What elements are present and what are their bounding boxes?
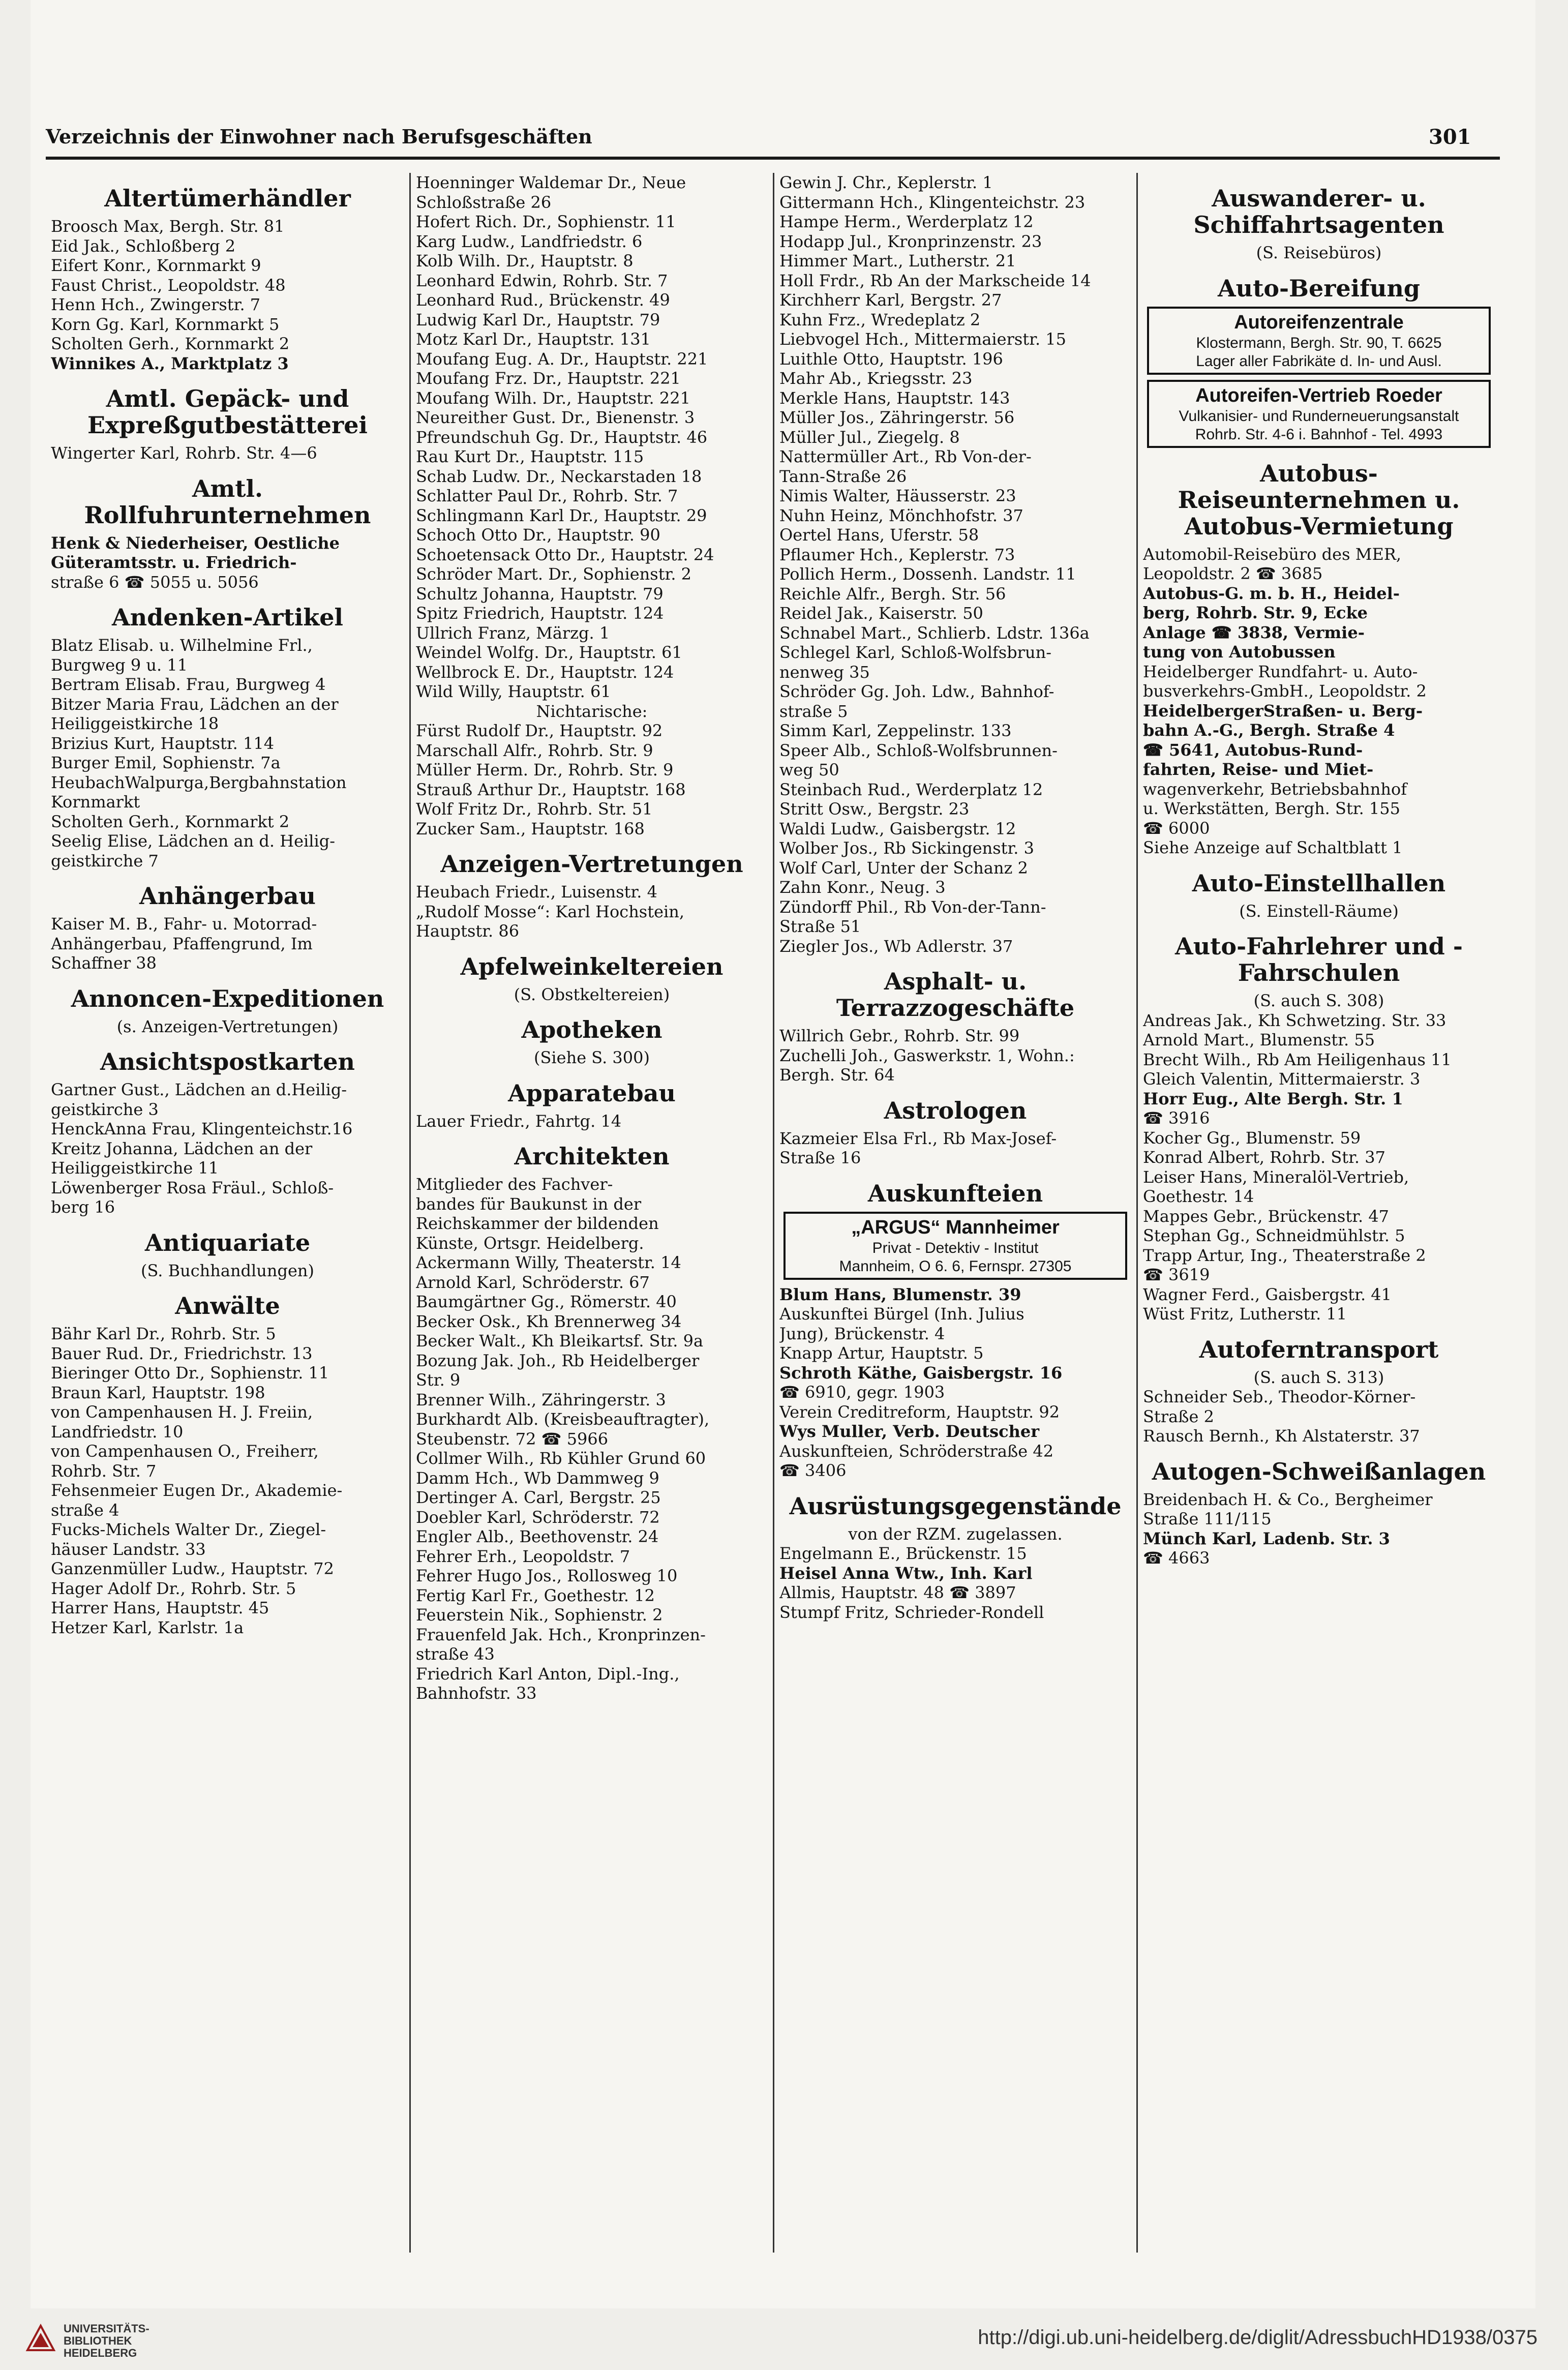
section-heading: Anwälte: [175, 1292, 280, 1319]
section-note: von der RZM. zugelassen.: [848, 1524, 1063, 1544]
directory-entry: Marschall Alfr., Rohrb. Str. 9: [416, 740, 653, 760]
directory-entry: Kolb Wilh. Dr., Hauptstr. 8: [416, 251, 634, 271]
directory-entry: Willrich Gebr., Rohrb. Str. 99: [779, 1026, 1020, 1045]
directory-entry: ☎ 3406: [779, 1461, 847, 1480]
section-note: (S. Obstkeltereien): [514, 984, 670, 1004]
directory-entry: Straße 2: [1143, 1406, 1214, 1426]
directory-entry: Auskunfteien, Schröderstraße 42: [779, 1441, 1054, 1461]
directory-entry: Straße 51: [779, 917, 861, 936]
directory-entry: Ullrich Franz, Märzg. 1: [416, 623, 610, 643]
directory-entry: ☎ 3916: [1143, 1108, 1210, 1128]
directory-entry-bold: Anlage ☎ 3838, Vermie-: [1143, 622, 1365, 642]
section-note: (Siehe S. 300): [534, 1048, 650, 1067]
directory-entry: Kocher Gg., Blumenstr. 59: [1143, 1128, 1361, 1148]
directory-entry: Hetzer Karl, Karlstr. 1a: [51, 1617, 244, 1637]
directory-entry: Schneider Seb., Theodor-Körner-: [1143, 1387, 1416, 1406]
directory-entry: Spitz Friedrich, Hauptstr. 124: [416, 604, 664, 623]
directory-entry: Leonhard Edwin, Rohrb. Str. 7: [416, 271, 668, 290]
directory-entry: Frauenfeld Jak. Hch., Kronprinzen-: [416, 1625, 706, 1644]
directory-entry: Engelmann E., Brückenstr. 15: [779, 1544, 1027, 1563]
directory-entry: Reidel Jak., Kaiserstr. 50: [779, 604, 983, 623]
section-heading: Anzeigen-Vertretungen: [440, 850, 743, 878]
directory-entry: Lauer Friedr., Fahrtg. 14: [416, 1111, 622, 1131]
ad-line: Mannheim, O 6. 6, Fernspr. 27305: [839, 1257, 1072, 1275]
directory-entry: Rohrb. Str. 7: [51, 1461, 157, 1481]
directory-entry-bold: tung von Autobussen: [1143, 642, 1336, 662]
directory-entry: Auskunftei Bürgel (Inh. Julius: [779, 1304, 1024, 1324]
directory-entry: Scholten Gerh., Kornmarkt 2: [51, 334, 290, 353]
directory-entry: Kreitz Johanna, Lädchen an der: [51, 1138, 313, 1158]
directory-entry: Moufang Eug. A. Dr., Hauptstr. 221: [416, 349, 708, 369]
directory-entry: Mappes Gebr., Brückenstr. 47: [1143, 1206, 1390, 1226]
ad-line: Rohrb. Str. 4-6 i. Bahnhof - Tel. 4993: [1195, 426, 1443, 443]
directory-entry: Tann-Straße 26: [779, 466, 907, 486]
directory-entry: ☎ 4663: [1143, 1548, 1210, 1568]
directory-entry: Nimis Walter, Häusserstr. 23: [779, 486, 1016, 505]
section-note: (S. auch S. 313): [1253, 1367, 1384, 1387]
section-heading: Autoferntransport: [1199, 1335, 1439, 1363]
directory-entry: Eifert Konr., Kornmarkt 9: [51, 256, 261, 275]
directory-entry: straße 5: [779, 701, 848, 721]
section-note: (S. auch S. 308): [1253, 991, 1384, 1010]
section-heading: Astrologen: [884, 1096, 1027, 1124]
directory-entry: Schlegel Karl, Schloß-Wolfsbrun-: [779, 643, 1051, 662]
directory-entry: Goethestr. 14: [1143, 1187, 1254, 1206]
directory-entry: Löwenberger Rosa Fräul., Schloß-: [51, 1178, 334, 1197]
directory-entry: Neureither Gust. Dr., Bienenstr. 3: [416, 408, 695, 427]
directory-entry: Mitglieder des Fachver-: [416, 1175, 613, 1194]
directory-entry: Brecht Wilh., Rb Am Heiligenhaus 11: [1143, 1049, 1452, 1069]
directory-entry: Dertinger A. Carl, Bergstr. 25: [416, 1488, 661, 1507]
directory-entry: Gewin J. Chr., Keplerstr. 1: [779, 173, 993, 192]
directory-entry: Straße 16: [779, 1148, 861, 1167]
directory-entry: Zucker Sam., Hauptstr. 168: [416, 819, 645, 838]
directory-entry: Nuhn Heinz, Mönchhofstr. 37: [779, 505, 1023, 525]
directory-entry: Fertig Karl Fr., Goethestr. 12: [416, 1585, 655, 1605]
directory-entry: Stumpf Fritz, Schrieder-Rondell: [779, 1602, 1044, 1622]
section-heading: Ausrüstungsgegenstände: [789, 1492, 1122, 1520]
directory-entry: Reichskammer der bildenden: [416, 1214, 659, 1233]
directory-entry: „Rudolf Mosse“: Karl Hochstein,: [416, 902, 685, 921]
library-logo-icon: [25, 2324, 56, 2354]
ad-title: Autoreifenzentrale: [1234, 311, 1404, 333]
directory-entry: Korn Gg. Karl, Kornmarkt 5: [51, 314, 280, 334]
section-heading: Amtl. Rollfuhrunternehmen: [84, 474, 371, 529]
directory-entry: Himmer Mart., Lutherstr. 21: [779, 251, 1016, 271]
directory-entry: Hoenninger Waldemar Dr., Neue: [416, 173, 686, 192]
directory-entry-bold: Henk & Niederheiser, Oestliche: [51, 533, 340, 553]
advertisement-box: [1147, 307, 1491, 375]
directory-entry: Braun Karl, Hauptstr. 198: [51, 1383, 265, 1402]
column-3: [773, 173, 1136, 2253]
directory-entry: Fucks-Michels Walter Dr., Ziegel-: [51, 1520, 326, 1539]
directory-entry: Moufang Frz. Dr., Hauptstr. 221: [416, 369, 681, 388]
directory-entry: Kuhn Frz., Wredeplatz 2: [779, 310, 981, 329]
directory-entry-bold: Schroth Käthe, Gaisbergstr. 16: [779, 1363, 1063, 1383]
directory-entry: Heubach Friedr., Luisenstr. 4: [416, 882, 657, 902]
directory-entry: straße 6 ☎ 5055 u. 5056: [51, 572, 259, 592]
ad-line: Privat - Detektiv - Institut: [872, 1239, 1039, 1256]
directory-entry: Jung), Brückenstr. 4: [779, 1324, 945, 1343]
directory-entry: Bieringer Otto Dr., Sophienstr. 11: [51, 1363, 329, 1383]
directory-entry: Bahnhofstr. 33: [416, 1684, 537, 1703]
directory-entry: Leonhard Rud., Brückenstr. 49: [416, 290, 670, 310]
directory-entry: Scholten Gerh., Kornmarkt 2: [51, 812, 290, 831]
directory-entry: Doebler Karl, Schröderstr. 72: [416, 1507, 660, 1527]
advertisement-box: [1147, 380, 1491, 448]
directory-entry: Luithle Otto, Hauptstr. 196: [779, 349, 1003, 369]
directory-entry: Collmer Wilh., Rb Kühler Grund 60: [416, 1449, 706, 1468]
directory-entry: Eid Jak., Schloßberg 2: [51, 236, 236, 256]
directory-entry: Heidelberger Rundfahrt- u. Auto-: [1143, 662, 1418, 681]
directory-entry: Bergh. Str. 64: [779, 1065, 895, 1085]
directory-entry: Müller Herm. Dr., Rohrb. Str. 9: [416, 760, 674, 779]
directory-entry: Gartner Gust., Lädchen an d.Heilig-: [51, 1080, 347, 1099]
section-note: (S. Buchhandlungen): [140, 1261, 314, 1280]
directory-entry: Straße 111/115: [1143, 1509, 1272, 1528]
directory-entry: häuser Landstr. 33: [51, 1539, 206, 1559]
directory-entry: Wagner Ferd., Gaisbergstr. 41: [1143, 1284, 1392, 1304]
directory-entry-bold: Winnikes A., Marktplatz 3: [51, 353, 289, 373]
directory-entry: Friedrich Karl Anton, Dipl.-Ing.,: [416, 1664, 680, 1684]
section-heading: Antiquariate: [144, 1228, 311, 1256]
directory-entry: Kazmeier Elsa Frl., Rb Max-Josef-: [779, 1128, 1057, 1148]
directory-entry: Burkhardt Alb. (Kreisbeauftragter),: [416, 1409, 710, 1429]
directory-entry: Blatz Elisab. u. Wilhelmine Frl.,: [51, 636, 313, 655]
page-header-title: Verzeichnis der Einwohner nach Berufsgeschäften: [46, 125, 592, 148]
section-heading: Annoncen-Expeditionen: [71, 984, 384, 1012]
directory-entry: nenweg 35: [779, 662, 870, 682]
directory-entry: Müller Jul., Ziegelg. 8: [779, 427, 960, 447]
advertisement-box: [783, 1212, 1127, 1280]
directory-entry: Schlingmann Karl Dr., Hauptstr. 29: [416, 505, 707, 525]
directory-entry: Nattermüller Art., Rb Von-der-: [779, 447, 1032, 466]
directory-entry-bold: Heisel Anna Wtw., Inh. Karl: [779, 1563, 1033, 1583]
source-url[interactable]: http://digi.ub.uni-heidelberg.de/diglit/AdressbuchHD1938/0375: [978, 2326, 1537, 2349]
section-heading: Autobus- Reiseunternehmen u. Autobus-Vermietung: [1178, 459, 1460, 540]
directory-entry: Kirchherr Karl, Bergstr. 27: [779, 290, 1002, 310]
directory-entry: Merkle Hans, Hauptstr. 143: [779, 388, 1010, 408]
section-note: (S. Einstell-Räume): [1239, 901, 1399, 921]
directory-entry: Heiliggeistkirche 18: [51, 714, 219, 733]
directory-entry: Andreas Jak., Kh Schwetzing. Str. 33: [1143, 1010, 1446, 1030]
directory-entry: Weindel Wolfg. Dr., Hauptstr. 61: [416, 643, 682, 662]
directory-entry: HeubachWalpurga,Bergbahnstation: [51, 772, 347, 792]
ad-line: Vulkanisier- und Runderneuerungsanstalt: [1179, 407, 1459, 425]
directory-entry: Engler Alb., Beethovenstr. 24: [416, 1527, 659, 1546]
directory-entry: Wüst Fritz, Lutherstr. 11: [1143, 1304, 1347, 1324]
directory-entry: ☎ 6910, gegr. 1903: [779, 1383, 945, 1402]
directory-entry: Arnold Mart., Blumenstr. 55: [1143, 1030, 1375, 1049]
directory-entry: Pollich Herm., Dossenh. Landstr. 11: [779, 564, 1076, 584]
directory-entry: Schultz Johanna, Hauptstr. 79: [416, 584, 664, 604]
directory-entry: Verein Creditreform, Hauptstr. 92: [779, 1402, 1060, 1422]
directory-entry: Gleich Valentin, Mittermaierstr. 3: [1143, 1069, 1421, 1089]
directory-entry-bold: Autobus-G. m. b. H., Heidel-: [1143, 583, 1400, 603]
directory-entry: Rau Kurt Dr., Hauptstr. 115: [416, 447, 644, 466]
directory-entry: Holl Frdr., Rb An der Markscheide 14: [779, 271, 1091, 290]
directory-entry: Ludwig Karl Dr., Hauptstr. 79: [416, 310, 660, 329]
directory-entry-bold: Wys Muller, Verb. Deutscher: [779, 1422, 1040, 1441]
directory-entry: Ackermann Willy, Theaterstr. 14: [416, 1253, 681, 1272]
directory-entry: Wolber Jos., Rb Sickingenstr. 3: [779, 838, 1034, 858]
directory-entry: Hauptstr. 86: [416, 921, 520, 941]
directory-entry: Allmis, Hauptstr. 48 ☎ 3897: [779, 1583, 1016, 1602]
directory-entry: Wingerter Karl, Rohrb. Str. 4—6: [51, 443, 317, 463]
directory-entry: Hofert Rich. Dr., Sophienstr. 11: [416, 212, 676, 231]
directory-entry: Moufang Wilh. Dr., Hauptstr. 221: [416, 388, 690, 408]
directory-entry: weg 50: [779, 760, 839, 779]
directory-entry: Kornmarkt: [51, 792, 140, 812]
directory-entry: Hager Adolf Dr., Rohrb. Str. 5: [51, 1578, 296, 1598]
directory-entry: Müller Jos., Zähringerstr. 56: [779, 408, 1015, 427]
directory-entry: Zuchelli Joh., Gaswerkstr. 1, Wohn.:: [779, 1045, 1075, 1065]
directory-entry: Fehsenmeier Eugen Dr., Akademie-: [51, 1481, 343, 1500]
directory-entry: Brizius Kurt, Hauptstr. 114: [51, 733, 275, 753]
directory-entry: Knapp Artur, Hauptstr. 5: [779, 1343, 984, 1363]
section-heading: Amtl. Gepäck- und Expreßgutbestätterei: [87, 385, 368, 439]
directory-entry: Anhängerbau, Pfaffengrund, Im: [51, 934, 313, 953]
directory-entry-bold: Horr Eug., Alte Bergh. Str. 1: [1143, 1089, 1403, 1108]
directory-entry: Schlatter Paul Dr., Rohrb. Str. 7: [416, 486, 678, 505]
column-4: [1136, 173, 1500, 2253]
directory-entry: straße 43: [416, 1644, 495, 1664]
directory-entry: bandes für Baukunst in der: [416, 1194, 642, 1214]
directory-entry: Zündorff Phil., Rb Von-der-Tann-: [779, 897, 1046, 917]
directory-entry: Feuerstein Nik., Sophienstr. 2: [416, 1605, 663, 1625]
directory-entry: Siehe Anzeige auf Schaltblatt 1: [1143, 838, 1403, 857]
directory-entry: Wellbrock E. Dr., Hauptstr. 124: [416, 662, 674, 682]
directory-entry: Becker Osk., Kh Brennerweg 34: [416, 1311, 682, 1331]
directory-entry-bold: fahrten, Reise- und Miet-: [1143, 760, 1374, 779]
section-heading: Apparatebau: [508, 1079, 676, 1107]
directory-entry: Schoetensack Otto Dr., Hauptstr. 24: [416, 545, 714, 564]
directory-entry: Schröder Gg. Joh. Ldw., Bahnhof-: [779, 682, 1054, 701]
directory-entry: Ziegler Jos., Wb Adlerstr. 37: [779, 936, 1013, 956]
directory-entry: Waldi Ludw., Gaisbergstr. 12: [779, 819, 1016, 838]
directory-entry: Damm Hch., Wb Dammweg 9: [416, 1468, 659, 1488]
section-heading: Architekten: [514, 1143, 670, 1170]
directory-entry: Fehrer Erh., Leopoldstr. 7: [416, 1546, 630, 1566]
directory-entry: Schaffner 38: [51, 953, 157, 973]
section-heading: Autogen-Schweißanlagen: [1152, 1457, 1486, 1485]
directory-entry: Motz Karl Dr., Hauptstr. 131: [416, 329, 651, 349]
directory-entry-bold: Blum Hans, Blumenstr. 39: [779, 1284, 1021, 1304]
directory-entry: Schoch Otto Dr., Hauptstr. 90: [416, 525, 660, 545]
directory-entry: Mahr Ab., Kriegsstr. 23: [779, 369, 973, 388]
directory-entry: Str. 9: [416, 1370, 461, 1390]
directory-entry: Schröder Mart. Dr., Sophienstr. 2: [416, 564, 692, 584]
directory-entry: ☎ 6000: [1143, 818, 1210, 838]
directory-entry: ☎ 3619: [1143, 1265, 1210, 1284]
directory-entry: Seelig Elise, Lädchen an d. Heilig-: [51, 831, 336, 851]
directory-entry: Landfriedstr. 10: [51, 1422, 184, 1442]
directory-entry: Brenner Wilh., Zähringerstr. 3: [416, 1390, 666, 1409]
section-heading: Auto-Bereifung: [1217, 274, 1421, 302]
directory-entry: Wolf Carl, Unter der Schanz 2: [779, 858, 1028, 878]
section-note: Nichtarische:: [536, 701, 648, 721]
directory-entry: von Campenhausen O., Freiherr,: [51, 1442, 319, 1461]
directory-entry: Becker Walt., Kh Bleikartsf. Str. 9a: [416, 1331, 704, 1351]
directory-entry: Speer Alb., Schloß-Wolfsbrunnen-: [779, 740, 1058, 760]
column-1: [46, 173, 409, 2253]
directory-entry: geistkirche 3: [51, 1099, 159, 1119]
directory-entry-bold: berg, Rohrb. Str. 9, Ecke: [1143, 603, 1368, 622]
ad-title: „ARGUS“ Mannheimer: [851, 1216, 1060, 1238]
directory-entry: Faust Christ., Leopoldstr. 48: [51, 275, 286, 295]
directory-entry: Heiliggeistkirche 11: [51, 1158, 219, 1178]
section-heading: Anhängerbau: [139, 882, 316, 910]
directory-entry: Harrer Hans, Hauptstr. 45: [51, 1598, 269, 1617]
directory-entry: Künste, Ortsgr. Heidelberg.: [416, 1233, 644, 1253]
ad-title: Autoreifen-Vertrieb Roeder: [1195, 384, 1442, 406]
directory-entry: Bozung Jak. Joh., Rb Heidelberger: [416, 1351, 700, 1370]
directory-entry: Liebvogel Hch., Mittermaierstr. 15: [779, 329, 1066, 349]
directory-entry: Bauer Rud. Dr., Friedrichstr. 13: [51, 1343, 313, 1363]
section-heading: Apotheken: [521, 1016, 662, 1043]
directory-entry: Stephan Gg., Schneidmühlstr. 5: [1143, 1226, 1405, 1245]
directory-entry: Ganzenmüller Ludw., Hauptstr. 72: [51, 1559, 334, 1578]
section-heading: Auto-Fahrlehrer und -Fahrschulen: [1175, 933, 1463, 986]
directory-entry: Wolf Fritz Dr., Rohrb. Str. 51: [416, 799, 653, 819]
directory-entry: Baumgärtner Gg., Römerstr. 40: [416, 1292, 677, 1311]
directory-entry: Leiser Hans, Mineralöl-Vertrieb,: [1143, 1167, 1409, 1187]
directory-entry: Bitzer Maria Frau, Lädchen an der: [51, 694, 339, 714]
directory-entry-bold: bahn A.-G., Bergh. Straße 4: [1143, 721, 1395, 740]
directory-entry-bold: Güteramtsstr. u. Friedrich-: [51, 553, 297, 572]
directory-entry: berg 16: [51, 1197, 115, 1217]
directory-entry-bold: Münch Karl, Ladenb. Str. 3: [1143, 1528, 1390, 1548]
directory-entry: Stritt Osw., Bergstr. 23: [779, 799, 970, 819]
directory-entry: Burgweg 9 u. 11: [51, 655, 188, 675]
directory-entry: Broosch Max, Bergh. Str. 81: [51, 217, 285, 236]
section-note: (S. Reisebüros): [1256, 243, 1382, 262]
directory-entry: Schloßstraße 26: [416, 192, 552, 212]
directory-entry: u. Werkstätten, Bergh. Str. 155: [1143, 799, 1400, 818]
directory-entry: straße 4: [51, 1500, 119, 1520]
directory-entry: Fürst Rudolf Dr., Hauptstr. 92: [416, 721, 663, 740]
section-heading: Auskunfteien: [867, 1179, 1043, 1207]
header-rule: [46, 157, 1500, 160]
section-heading: Andenken-Artikel: [112, 604, 343, 631]
directory-entry-bold: HeidelbergerStraßen- u. Berg-: [1143, 701, 1423, 721]
column-2: [409, 173, 773, 2253]
ad-line: Lager aller Fabrikäte d. In- und Ausl.: [1196, 352, 1442, 370]
directory-entry: Bertram Elisab. Frau, Burgweg 4: [51, 675, 326, 694]
section-heading: Apfelweinkeltereien: [460, 952, 723, 980]
directory-entry: Hampe Herm., Werderplatz 12: [779, 212, 1034, 231]
directory-entry: Hodapp Jul., Kronprinzenstr. 23: [779, 231, 1042, 251]
section-heading: Auto-Einstellhallen: [1192, 869, 1446, 897]
directory-entry: Schnabel Mart., Schlierb. Ldstr. 136a: [779, 623, 1090, 643]
directory-entry: Strauß Arthur Dr., Hauptstr. 168: [416, 779, 686, 799]
section-heading: Asphalt- u. Terrazzogeschäfte: [836, 968, 1075, 1022]
section-heading: Ansichtspostkarten: [100, 1048, 355, 1075]
directory-entry: von Campenhausen H. J. Freiin,: [51, 1402, 313, 1422]
ad-line: Klostermann, Bergh. Str. 90, T. 6625: [1196, 334, 1442, 351]
directory-entry: Reichle Alfr., Bergh. Str. 56: [779, 584, 1006, 604]
directory-entry-bold: ☎ 5641, Autobus-Rund-: [1143, 740, 1363, 760]
directory-entry: Trapp Artur, Ing., Theaterstraße 2: [1143, 1245, 1426, 1265]
directory-entry: wagenverkehr, Betriebsbahnhof: [1143, 779, 1407, 799]
directory-entry: geistkirche 7: [51, 851, 159, 871]
directory-entry: Kaiser M. B., Fahr- u. Motorrad-: [51, 914, 317, 934]
page-number: 301: [1429, 125, 1471, 149]
directory-entry: Simm Karl, Zeppelinstr. 133: [779, 721, 1012, 740]
directory-entry: Burger Emil, Sophienstr. 7a: [51, 753, 281, 772]
library-name: UNIVERSITÄTS- BIBLIOTHEK HEIDELBERG: [64, 2322, 149, 2359]
directory-entry: Wild Willy, Hauptstr. 61: [416, 682, 611, 701]
directory-columns: [46, 173, 1500, 2253]
directory-entry: HenckAnna Frau, Klingenteichstr.16: [51, 1119, 353, 1138]
directory-entry: Automobil-Reisebüro des MER,: [1143, 544, 1402, 564]
directory-entry: Fehrer Hugo Jos., Rollosweg 10: [416, 1566, 678, 1585]
directory-entry: Arnold Karl, Schröderstr. 67: [416, 1272, 650, 1292]
directory-entry: Steubenstr. 72 ☎ 5966: [416, 1429, 609, 1449]
directory-entry: Breidenbach H. & Co., Bergheimer: [1143, 1489, 1433, 1509]
section-heading: Altertümerhändler: [104, 185, 351, 212]
directory-entry: Schab Ludw. Dr., Neckarstaden 18: [416, 466, 702, 486]
directory-entry: Konrad Albert, Rohrb. Str. 37: [1143, 1148, 1385, 1167]
section-note: (s. Anzeigen-Vertretungen): [116, 1016, 339, 1036]
directory-entry: Henn Hch., Zwingerstr. 7: [51, 295, 261, 314]
section-heading: Auswanderer- u. Schiffahrtsagenten: [1193, 185, 1444, 238]
directory-entry: Zahn Konr., Neug. 3: [779, 878, 946, 897]
directory-entry: Bähr Karl Dr., Rohrb. Str. 5: [51, 1324, 276, 1343]
directory-entry: Pflaumer Hch., Keplerstr. 73: [779, 545, 1015, 564]
directory-entry: Leopoldstr. 2 ☎ 3685: [1143, 564, 1323, 583]
directory-entry: Pfreundschuh Gg. Dr., Hauptstr. 46: [416, 427, 708, 447]
directory-entry: Gittermann Hch., Klingenteichstr. 23: [779, 192, 1085, 212]
directory-entry: Rausch Bernh., Kh Alstaterstr. 37: [1143, 1426, 1420, 1446]
directory-entry: Oertel Hans, Uferstr. 58: [779, 525, 979, 545]
directory-entry: Steinbach Rud., Werderplatz 12: [779, 779, 1043, 799]
directory-entry: Karg Ludw., Landfriedstr. 6: [416, 231, 643, 251]
directory-entry: busverkehrs-GmbH., Leopoldstr. 2: [1143, 681, 1427, 701]
